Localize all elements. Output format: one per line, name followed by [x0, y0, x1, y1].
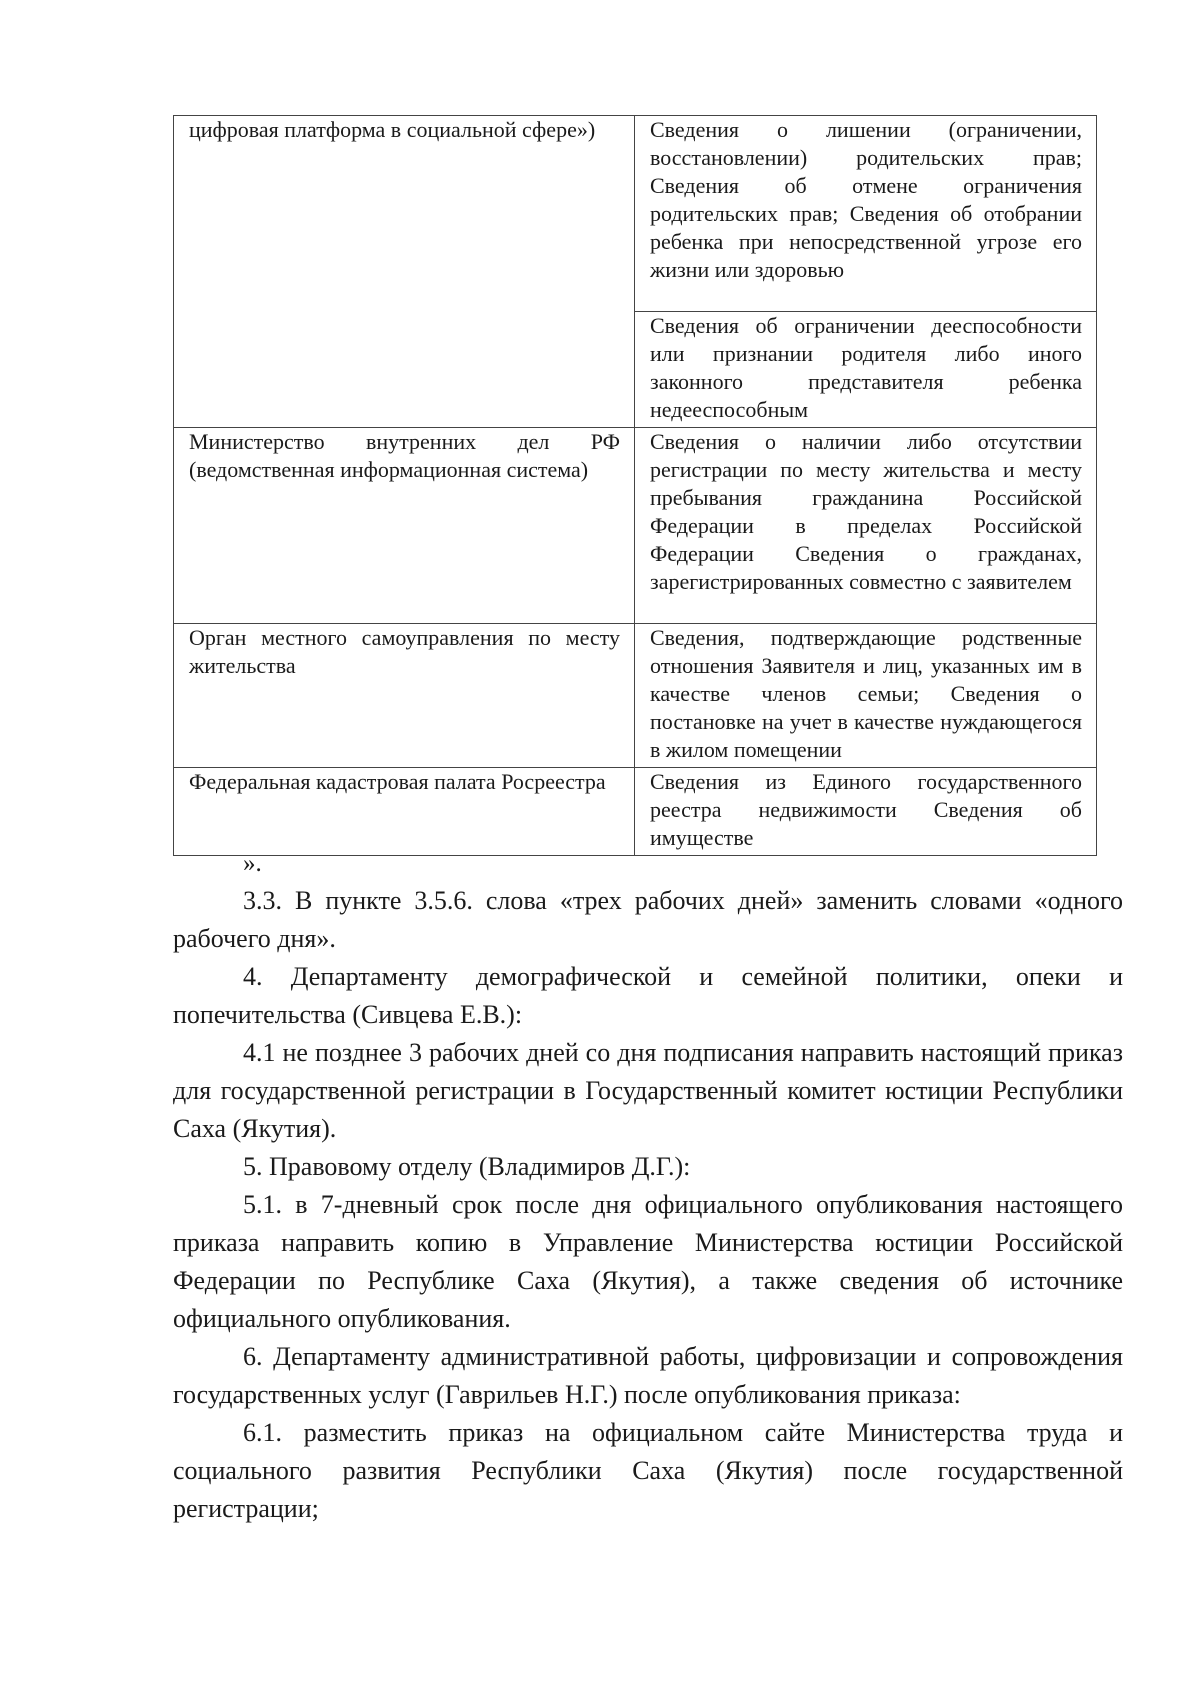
paragraph: 5. Правовому отделу (Владимиров Д.Г.): — [243, 1152, 691, 1181]
paragraph: 3.3. В пункте 3.5.6. слова «трех рабочих дней» заменить словами «одного рабочего дня». — [173, 886, 1123, 953]
paragraph: 4. Департаменту демографической и семейной политики, опеки и попечительства (Сивцева Е.В.): — [173, 962, 1123, 1029]
table-cell-info: Сведения из Единого государственного реестра недвижимости Сведения об имуществе — [635, 768, 1097, 856]
paragraph: 4.1 не позднее 3 рабочих дней со дня подписания направить настоящий приказ для государственной регистрации в Государственный комитет юстиции Республики Саха (Якутия). — [173, 1038, 1123, 1143]
table-cell-info: Сведения о наличии либо отсутствии регистрации по месту жительства и месту пребывания гражданина Российской Федерации в пределах Российской Федерации Сведения о гражданах, зарегистрированных совместно с заявителем — [635, 428, 1097, 624]
table-cell-info: Сведения, подтверждающие родственные отношения Заявителя и лиц, указанных им в качестве членов семьи; Сведения о постановке на учет в качестве нуждающегося в жилом помещении — [635, 624, 1097, 768]
table-cell-source: Министерство внутренних дел РФ (ведомственная информационная система) — [174, 428, 635, 624]
table-row — [174, 116, 1097, 312]
table-row — [174, 768, 1097, 856]
table-row — [174, 624, 1097, 768]
table-cell-source: Федеральная кадастровая палата Росреестра — [174, 768, 635, 856]
table-cell-info: Сведения о лишении (ограничении, восстановлении) родительских прав; Сведения об отмене ограничения родительских прав; Сведения об отобрании ребенка при непосредственной угрозе его жизни или здоровью — [635, 116, 1097, 312]
table-row — [174, 428, 1097, 624]
document-body — [173, 882, 1123, 1528]
table-cell-source: Орган местного самоуправления по месту жительства — [174, 624, 635, 768]
paragraph: 5.1. в 7-дневный срок после дня официального опубликования настоящего приказа направить копию в Управление Министерства юстиции Российской Федерации по Республике Саха (Якутия), а также сведения об источнике официального опубликования. — [173, 1190, 1123, 1333]
paragraph: 6.1. разместить приказ на официальном сайте Министерства труда и социального развития Республики Саха (Якутия) после государственной регистрации; — [173, 1418, 1123, 1523]
closing-quote: ». — [243, 850, 262, 877]
table-cell-source: цифровая платформа в социальной сфере») — [174, 116, 635, 428]
table-cell-info: Сведения об ограничении дееспособности или признании родителя либо иного законного представителя ребенка недееспособным — [635, 312, 1097, 428]
data-sources-table — [173, 115, 1097, 856]
paragraph: 6. Департаменту административной работы, цифровизации и сопровождения государственных услуг (Гаврильев Н.Г.) после опубликования приказа: — [173, 1342, 1123, 1409]
